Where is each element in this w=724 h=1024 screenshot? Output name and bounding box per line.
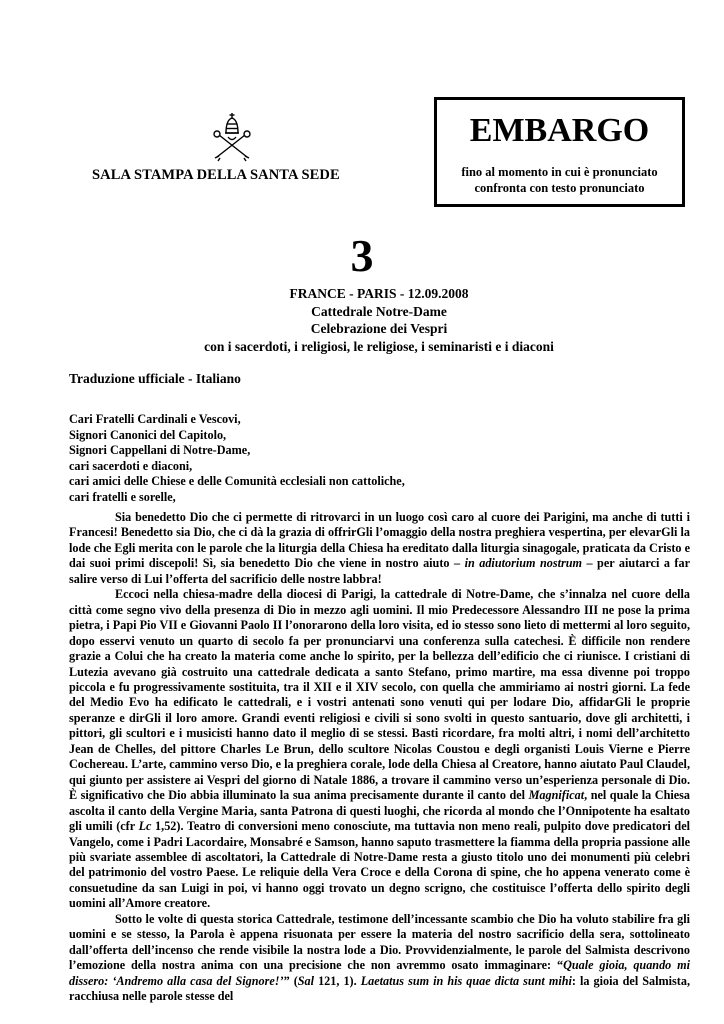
embargo-subtitle (437, 164, 682, 196)
latin-quote: in adiutorium nostrum (464, 556, 582, 571)
paragraph-1 (69, 510, 690, 587)
greeting-line: Signori Cappellani di Notre-Dame, (69, 443, 251, 457)
translation-note: Traduzione ufficiale - Italiano (69, 371, 241, 386)
scripture-abbreviation: Sal (297, 973, 315, 988)
papal-emblem-icon (212, 112, 252, 162)
embargo-line-1: fino al momento in cui è pronunciato (461, 165, 658, 179)
event-heading (0, 285, 724, 355)
paragraph-2 (69, 587, 690, 912)
text-run: : la gioia del Salmista, racchiusa nelle parole stesse del (69, 973, 690, 1004)
event-participants: con i sacerdoti, i religiosi, le religiose, i seminaristi e i diaconi (204, 338, 554, 354)
greeting-line: cari amici delle Chiese e delle Comunità ecclesiali non cattoliche, (69, 474, 405, 488)
text-run: – per aiutarci a far salire verso di Lui l’offerta del sacrificio delle nostre labbra! (69, 556, 690, 586)
embargo-notice (434, 97, 685, 207)
text-run: Sia benedetto Dio che ci permette di ritrovarci in un luogo così caro al cuore dei Parigini, ma anche di tutti i Francesi! Benedetto sia Dio, che ci dà la grazia di offrirGli l’omaggio della nostra preghiera vespertina, per elevarGli la lode che Egli merita con le parole che la liturgia della Chiesa ha ereditato dalla liturgia sinagogale, praticata da Cristo e dai suoi primi discepoli! Sì, sia benedetto Dio che viene in nostro aiuto – (69, 510, 690, 571)
text-run: ” ( (283, 973, 298, 988)
greeting-line: cari sacerdoti e diaconi, (69, 458, 193, 473)
bulletin-number: 3 (350, 230, 374, 281)
embargo-title: EMBARGO (469, 112, 650, 149)
scripture-abbreviation: Lc (138, 819, 152, 834)
canticle-name: Magnificat (528, 788, 585, 803)
greeting-line: cari fratelli e sorelle, (69, 489, 176, 504)
event-celebration: Celebrazione dei Vespri (310, 321, 448, 336)
latin-quote: Laetatus sum in his quae dicta sunt mihi (360, 973, 572, 988)
greeting (69, 412, 405, 505)
embargo-line-2: confronta con testo pronunciato (474, 181, 645, 195)
press-office-name: SALA STAMPA DELLA SANTA SEDE (92, 167, 340, 183)
psalm-quote: Quale gioia, quando mi dissero: ‘Andremo alla casa del Signore!’ (69, 958, 690, 988)
text-run: Sotto le volte di questa storica Cattedrale, testimone dell’incessante scambio che Dio ha voluto stabilire fra gli uomini e se stesso, la Parola è appena risuonata per essere la materia del nostro sacrificio della sera, sottolineato dall’offerta dell’incenso che rende visibile la nostra lode a Dio. Provvidenzialmente, le parole del Salmista descrivono l’emozione della nostra anima con una precisione che non avremmo osato immaginare: “ (69, 911, 690, 973)
greeting-line: Cari Fratelli Cardinali e Vescovi, (69, 412, 241, 426)
text-run: Eccoci nella chiesa-madre della diocesi di Parigi, la cattedrale di Notre-Dame, che s’innalza nel cuore della città come segno vivo della presenza di Dio in mezzo agli uomini. Il mio Predecessore Alessandro III ne pose la prima pietra, i Papi Pio VII e Giovanni Paolo II l’onorarono della loro visita, ed io stesso sono lieto di mettermi al loro seguito, dopo esservi venuto un quarto di secolo fa per pronunciarvi una conferenza sulla catechesi. È difficile non rendere grazie a Colui che ha creato la materia come anche lo spirito, per la bellezza dell’edificio che ci riunisce. I cristiani di Lutezia avevano già costruito una cattedrale dedicata a santo Stefano, primo martire, ma essa divenne poi troppo piccola e fu progressivamente sostituita, tra il XII e il XIV secolo, con quella che ammiriamo ai nostri giorni. La fede del Medio Evo ha edificato le cattedrali, e i vostri antenati sono venuti qui per lodare Dio, affidarGli le proprie speranze e dirGli il loro amore. Grandi eventi religiosi e civili si sono svolti in questo santuario, dove gli architetti, i pittori, gli scultori e i musicisti hanno dato il meglio di se stessi. Basti ricordare, fra molti altri, i nomi dell’architetto Jean de Chelles, del pittore Charles Le Brun, dello scultore Nicolas Coustou e degli organisti Louis Vierne e Pierre Cochereau. L’arte, cammino verso Dio, e la preghiera corale, lode della Chiesa al Creatore, hanno aiutato Paul Claudel, qui giunto per assistere ai Vespri del giorno di Natale 1886, a trovare il cammino verso un’esperienza personale di Dio. È significativo che Dio abbia illuminato la sua anima precisamente durante il canto del (69, 587, 690, 803)
homily-body (69, 510, 690, 1005)
text-run: 1,52). Teatro di conversioni meno conosciute, ma tuttavia non meno reali, pulpito dove predicatori del Vangelo, come i Padri Lacordaire, Monsabré e Samson, hanno saputo trasmettere la fiamma della propria passione alle più svariate assemblee di ascoltatori, la Cattedrale di Notre-Dame resta a giusto titolo uno dei monumenti più celebri del patrimonio del vostro Paese. Le reliquie della Vera Croce e della Corona di spine, che ho appena venerato come è consuetudine da san Luigi in poi, vi hanno oggi trovato un degno scrigno, che costituisce l’offerta dello spirito degli uomini all’Amore creatore. (69, 819, 690, 911)
text-run: , nel quale la Chiesa ascolta il canto della Vergine Maria, santa Patrona di questi luoghi, che ricorda al mondo che l’Onnipotente ha esaltato gli umili (cfr (69, 788, 690, 834)
greeting-line: Signori Canonici del Capitolo, (69, 427, 227, 442)
text-run: 121, 1). (314, 973, 361, 988)
paragraph-3 (69, 912, 690, 1005)
event-venue: Cattedrale Notre-Dame (311, 303, 447, 319)
event-location-date: FRANCE - PARIS - 12.09.2008 (289, 286, 469, 301)
